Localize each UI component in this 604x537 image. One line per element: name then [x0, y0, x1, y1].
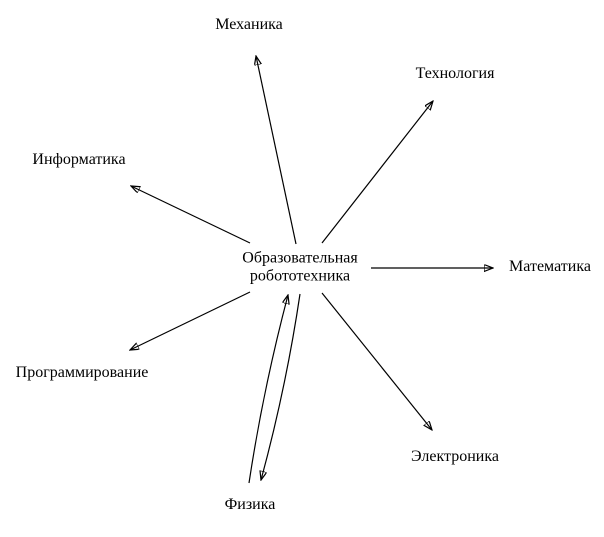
edge-physics-to-center-arrow: [249, 295, 288, 483]
center-node-label: [242, 249, 357, 284]
center-node-line2: робототехника: [249, 267, 351, 284]
node-label-informatics: Информатика: [32, 151, 126, 169]
edge-center-to-technology-arrow: [322, 101, 433, 243]
node-label-physics: Физика: [224, 496, 276, 514]
node-label-electronics: Электроника: [411, 448, 499, 466]
edge-center-to-mechanics-arrow: [256, 56, 296, 244]
node-label-mathematics: Математика: [509, 258, 591, 276]
center-node-line1: Образовательная: [242, 249, 358, 267]
node-label-programming: Программирование: [15, 364, 149, 382]
edge-center-to-electronics-arrow: [322, 293, 432, 430]
edge-center-to-programming-arrow: [130, 292, 250, 350]
edge-center-to-informatics-arrow: [131, 186, 250, 243]
node-label-technology: Технология: [415, 65, 495, 83]
node-label-mechanics: Механика: [215, 16, 283, 34]
